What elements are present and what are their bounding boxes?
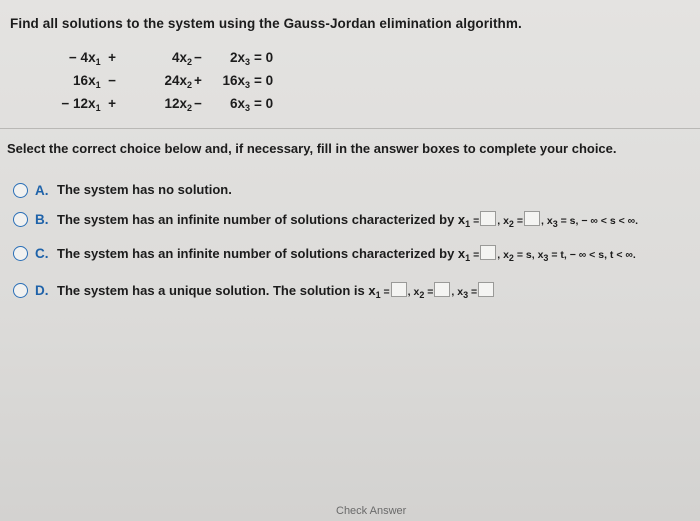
radio-a[interactable]	[13, 183, 28, 198]
problem-prompt: Find all solutions to the system using the Gauss-Jordan elimination algorithm.	[10, 16, 522, 31]
choice-b-text: The system has an infinite number of solutions characterized by $x_1$ = , $x_2$ = , $x_3 = s$, − ∞ < s < ∞.	[57, 212, 639, 229]
radio-c[interactable]	[13, 246, 28, 261]
answer-box-d-x2[interactable]	[434, 282, 450, 297]
choice-d-text: The system has a unique solution. The solution is $x_1$ = , $x_2$ = , $x_3$ =	[57, 282, 495, 300]
choice-b-letter: B.	[35, 212, 49, 227]
answer-box-b-x1[interactable]	[480, 211, 496, 226]
answer-box-b-x2[interactable]	[524, 211, 540, 226]
choice-a-letter: A.	[35, 183, 49, 198]
page: Find all solutions to the system using the Gauss-Jordan elimination algorithm. − $4x_1$ + $4x_2$ − $2x_3$ = 0 $16x_1$ − $24x_2$ + $16x_3$ = 0 − $12x_1$ + $12x_2$ − $6x_3$ = 0 Select the correct choice below and, if necessary, fill in the answer boxes to complete your choice. A. The system has no solution. B. The system has an infinite number of solutions characterized by $x_1$ = , $x_2$ = , $x_3 = s$, − ∞ < s < ∞. C. The system has an infinite number of solutions characterized by $x_1$ = , $x_2 = s$, $x_3 = t$, − ∞ < s, t < ∞. D. The system has a unique solution. The solution is $x_1$ = , $x_2$ = , $x_3$ = Check Answer	[0, 0, 700, 521]
answer-box-c-x1[interactable]	[480, 245, 496, 260]
section-divider	[0, 128, 700, 129]
answer-box-d-x1[interactable]	[391, 282, 407, 297]
choice-c-text: The system has an infinite number of solutions characterized by $x_1$ = , $x_2 = s$, $x_3 = t$, − ∞ < s, t < ∞.	[57, 246, 636, 263]
check-answer-button[interactable]: Check Answer	[336, 505, 407, 517]
choice-d-letter: D.	[35, 283, 49, 298]
radio-d[interactable]	[13, 283, 28, 298]
answer-box-d-x3[interactable]	[478, 282, 494, 297]
choice-c-letter: C.	[35, 246, 49, 261]
choice-a-text: The system has no solution.	[57, 182, 232, 197]
instruction-text: Select the correct choice below and, if necessary, fill in the answer boxes to complete your choice.	[7, 141, 617, 156]
radio-b[interactable]	[13, 212, 28, 227]
